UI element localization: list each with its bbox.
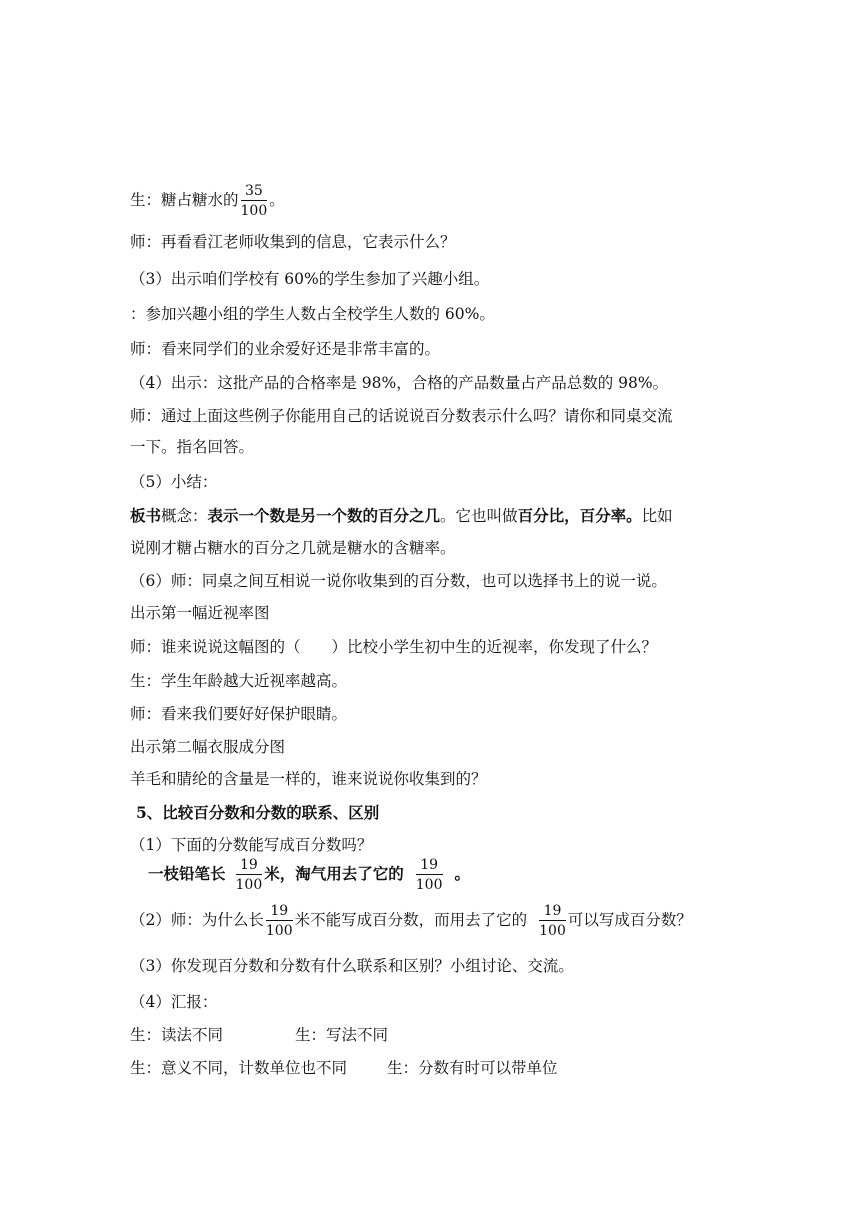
line-question-1: （1）下面的分数能写成百分数吗？ [130, 836, 373, 854]
fraction-denominator: 100 [235, 877, 263, 893]
line-concept [130, 505, 673, 527]
fraction-35-100 [241, 184, 268, 218]
section-heading-5: 5、比较百分数和分数的联系、区别 [136, 803, 380, 822]
text: 生：糖占糖水的 [130, 191, 239, 209]
line-pencil-example [148, 858, 470, 892]
fraction-numerator: 19 [539, 904, 566, 921]
line-teacher-myopia: 师：谁来说说这幅图的（ ）比校小学生初中生的近视率，你发现了什么？ [130, 638, 658, 656]
line-meaning-unit [130, 1057, 558, 1079]
fraction-19-100 [416, 858, 443, 892]
line-teacher-eyes: 师：看来我们要好好保护眼睛。 [130, 705, 348, 723]
fraction-numerator: 19 [416, 858, 443, 875]
line-report: （4）汇报： [130, 993, 218, 1011]
fraction-denominator: 100 [265, 923, 293, 939]
text: 。 [454, 864, 471, 883]
line-show-98-percent: （4）出示：这批产品的合格率是 98%，合格的产品数量占产品总数的 98%。 [130, 374, 669, 392]
text: 米不能写成百分数，而用去了它的 [294, 911, 528, 929]
line-reading-writing [130, 1024, 388, 1046]
text: 。它也叫做 [440, 507, 518, 525]
fraction-numerator: 19 [266, 904, 293, 921]
text: 生：分数有时可以带单位 [387, 1059, 558, 1077]
text: （2）师：为什么长 [130, 911, 264, 929]
text: 。 [269, 191, 285, 209]
text: 米，淘气用去了它的 [264, 864, 404, 883]
line-student-myopia: 生：学生年龄越大近视率越高。 [130, 672, 348, 690]
line-question-3: （3）你发现百分数和分数有什么联系和区别？小组讨论、交流。 [130, 957, 574, 975]
text: 生：意义不同，计数单位也不同 [130, 1059, 348, 1077]
fraction-19-100 [539, 904, 566, 938]
line-deskmate: （6）师：同桌之间互相说一说你收集到的百分数，也可以选择书上的说一说。 [130, 572, 667, 590]
line-student-sugar-ratio [130, 184, 285, 218]
line-interest-group: ：参加兴趣小组的学生人数占全校学生人数的 60%。 [130, 305, 495, 323]
text: 板书 [130, 506, 162, 525]
text: 比如 [641, 507, 673, 525]
text: 可以写成百分数？ [567, 911, 692, 929]
fraction-19-100 [266, 904, 293, 938]
fraction-numerator: 19 [236, 858, 263, 875]
line-show-60-percent: （3）出示咱们学校有 60%的学生参加了兴趣小组。 [130, 270, 490, 288]
line-teacher-info: 师：再看看江老师收集到的信息，它表示什么？ [130, 233, 456, 251]
line-show-clothes-chart: 出示第二幅衣服成分图 [130, 738, 286, 756]
fraction-denominator: 100 [415, 877, 443, 893]
line-teacher-hobbies: 师：看来同学们的业余爱好还是非常丰富的。 [130, 340, 441, 358]
line-question-2 [130, 904, 692, 938]
line-wool-acrylic: 羊毛和腈纶的含量是一样的，谁来说说你收集到的？ [130, 770, 487, 788]
concept-definition: 表示一个数是另一个数的百分之几 [207, 506, 441, 525]
concept-terms: 百分比，百分率。 [517, 506, 642, 525]
line-sugar-rate: 说刚才糖占糖水的百分之几就是糖水的含糖率。 [130, 539, 456, 557]
text: 一枝铅笔长 [148, 864, 226, 883]
fraction-denominator: 100 [539, 923, 566, 939]
fraction-numerator: 35 [241, 184, 268, 201]
text: 生：读法不同 [130, 1026, 224, 1044]
text: 概念： [161, 507, 208, 525]
fraction-19-100 [236, 858, 263, 892]
fraction-denominator: 100 [240, 203, 268, 219]
line-answer: 一下。指名回答。 [130, 438, 255, 456]
line-teacher-question: 师：通过上面这些例子你能用自己的话说说百分数表示什么吗？请你和同桌交流 [130, 407, 673, 425]
line-summary: （5）小结： [130, 473, 218, 491]
line-show-myopia-chart: 出示第一幅近视率图 [130, 604, 270, 622]
text: 生：写法不同 [295, 1026, 389, 1044]
